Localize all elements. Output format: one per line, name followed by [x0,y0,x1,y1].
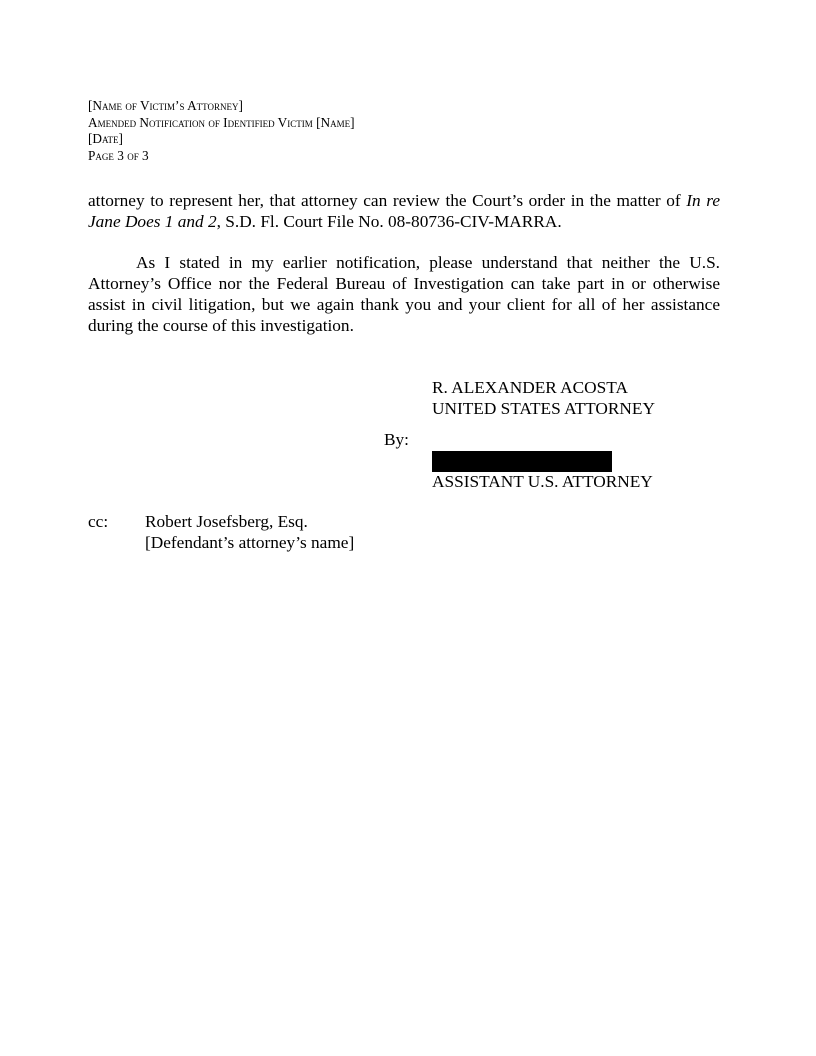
header-page-number: Page 3 of 3 [88,147,149,163]
body-paragraph-1 [88,190,720,232]
p1-text-start: attorney to represent her, that attorney can review the Court’s order in the matter of [88,191,687,210]
cc-recipients [145,511,354,553]
by-label: By: [384,430,409,449]
cc-label: cc: [88,512,109,531]
cc-recipient: [Defendant’s attorney’s name] [145,533,355,552]
header-attorney-name: [Name of Victim’s Attorney] [88,98,243,113]
body-paragraph-2: As I stated in my earlier notification, please understand that neither the U.S. Attorney’s Office nor the Federal Bureau of Investigation can take part in or otherwise assist in civil litigation, but we again thank you and your client for all of her assistance during the course of this investigation. [88,253,720,335]
signer-title: ASSISTANT U.S. ATTORNEY [432,472,653,491]
case-name: In re Jane Does 1 and 2 [88,191,720,231]
p1-text-end: , S.D. Fl. Court File No. 08-80736-CIV-MARRA. [216,212,562,231]
signature-title: UNITED STATES ATTORNEY [432,399,655,418]
header-date: [Date] [88,131,123,146]
signature-name: R. ALEXANDER ACOSTA [432,378,628,397]
letter-header [88,98,355,164]
cc-recipient: Robert Josefsberg, Esq. [145,512,308,531]
header-subject: Amended Notification of Identified Victim [Name] [88,114,355,130]
redaction-block [432,451,612,472]
